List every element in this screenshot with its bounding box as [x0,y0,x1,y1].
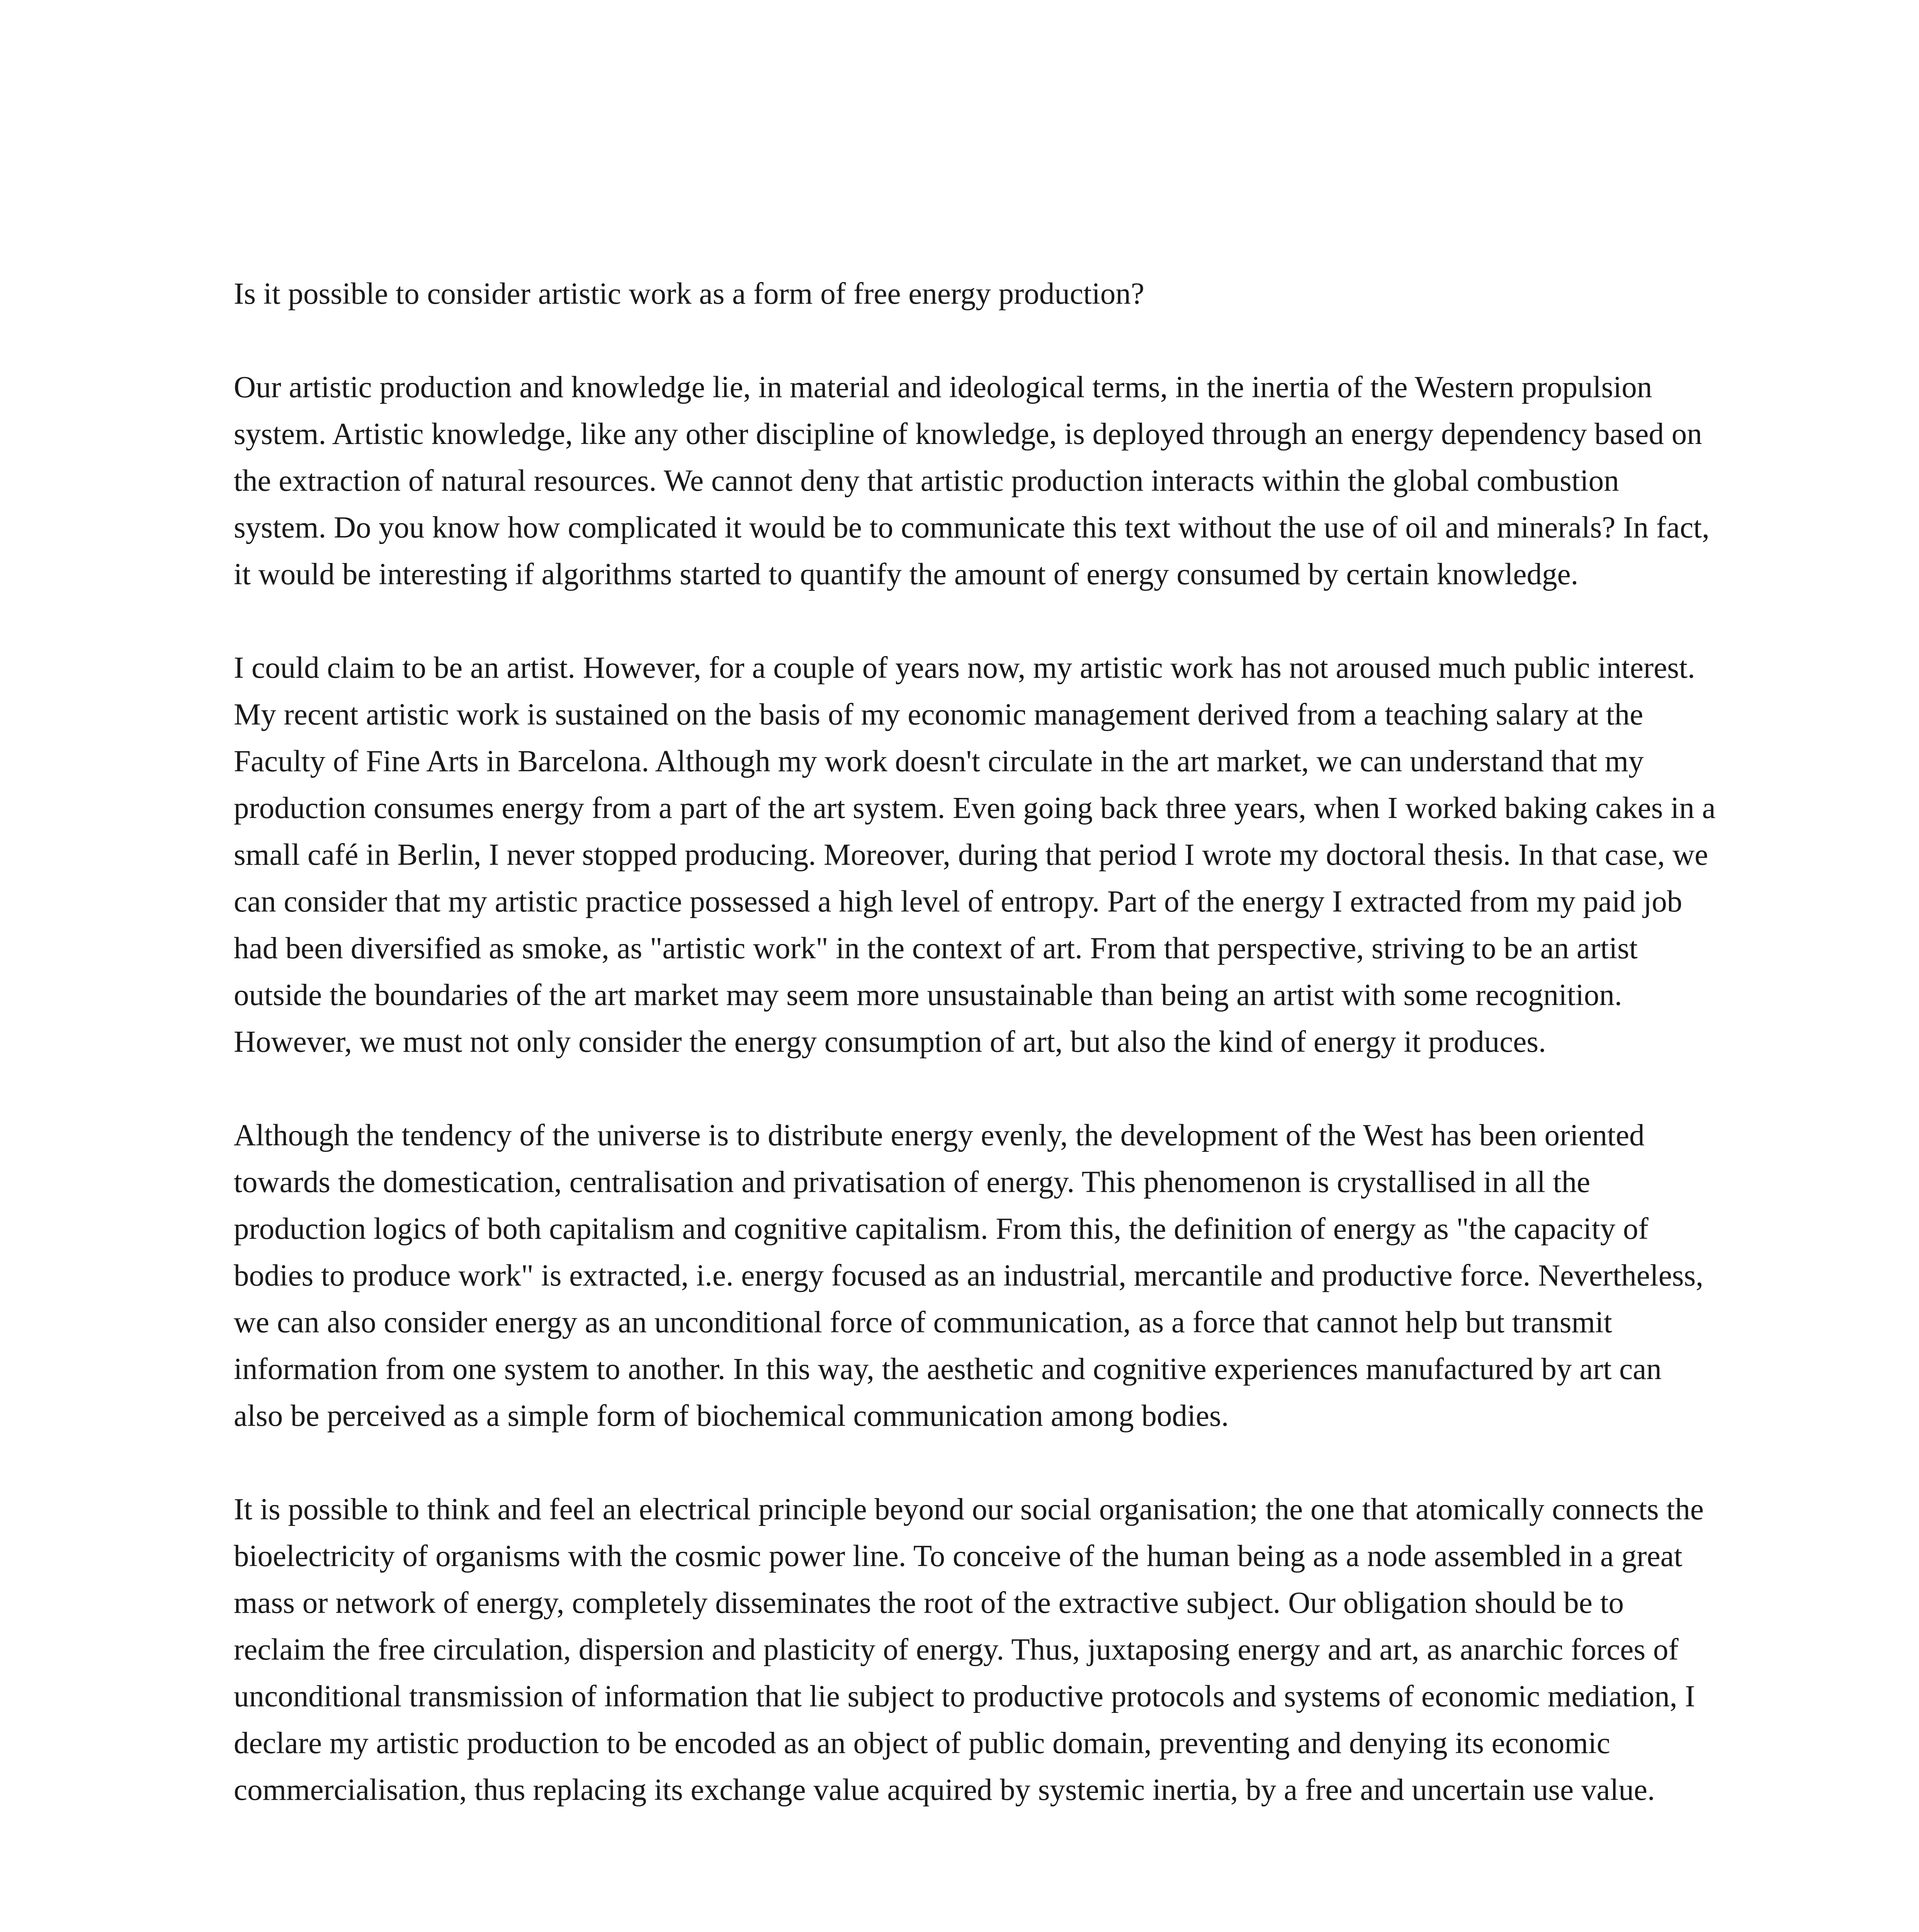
opening-question: Is it possible to consider artistic work as a form of free energy production? [234,277,1144,311]
paragraph-3: Although the tendency of the universe is to distribute energy evenly, the development of the West has been oriented towards the domestication, centralisation and privatisation of energy. This phenomenon is crystallised in all the production logics of both capitalism and cognitive capitalism. From this, the definition of energy as "the capacity of bodies to produce work" is extracted, i.e. energy focused as an industrial, mercantile and productive force. Nevertheless, we can also consider energy as an unconditional force of communication, as a force that cannot help but transmit information from one system to another. In this way, the aesthetic and cognitive experiences manufactured by art can also be perceived as a simple form of biochemical communication among bodies. [234,1119,1703,1433]
paragraph-1: Our artistic production and knowledge lie, in material and ideological terms, in the inertia of the Western propulsion system. Artistic knowledge, like any other discipline of knowledge, is deployed through an energy dependency based on the extraction of natural resources. We cannot deny that artistic production interacts within the global combustion system. Do you know how complicated it would be to communicate this text without the use of oil and minerals? In fact, it would be interesting if algorithms started to quantify the amount of energy consumed by certain knowledge. [234,371,1710,591]
paragraph-2: I could claim to be an artist. However, for a couple of years now, my artistic work has not aroused much public interest. My recent artistic work is sustained on the basis of my economic management derived from a teaching salary at the Faculty of Fine Arts in Barcelona. Although my work doesn't circulate in the art market, we can understand that my production consumes energy from a part of the art system. Even going back three years, when I worked baking cakes in a small café in Berlin, I never stopped producing. Moreover, during that period I wrote my doctoral thesis. In that case, we can consider that my artistic practice possessed a high level of entropy. Part of the energy I extracted from my paid job had been diversified as smoke, as "artistic work" in the context of art. From that perspective, striving to be an artist outside the boundaries of the art market may seem more unsustainable than being an artist with some recognition. However, we must not only consider the energy consumption of art, but also the kind of energy it produces. [234,651,1716,1059]
document-body [234,270,1717,1860]
paragraph-4: It is possible to think and feel an electrical principle beyond our social organisation; the one that atomically connects the bioelectricity of organisms with the cosmic power line. To conceive of the human being as a node assembled in a great mass or network of energy, completely disseminates the root of the extractive subject. Our obligation should be to reclaim the free circulation, dispersion and plasticity of energy. Thus, juxtaposing energy and art, as anarchic forces of unconditional transmission of information that lie subject to productive protocols and systems of economic mediation, I declare my artistic production to be encoded as an object of public domain, preventing and denying its economic commercialisation, thus replacing its exchange value acquired by systemic inertia, by a free and uncertain use value. [234,1493,1704,1807]
